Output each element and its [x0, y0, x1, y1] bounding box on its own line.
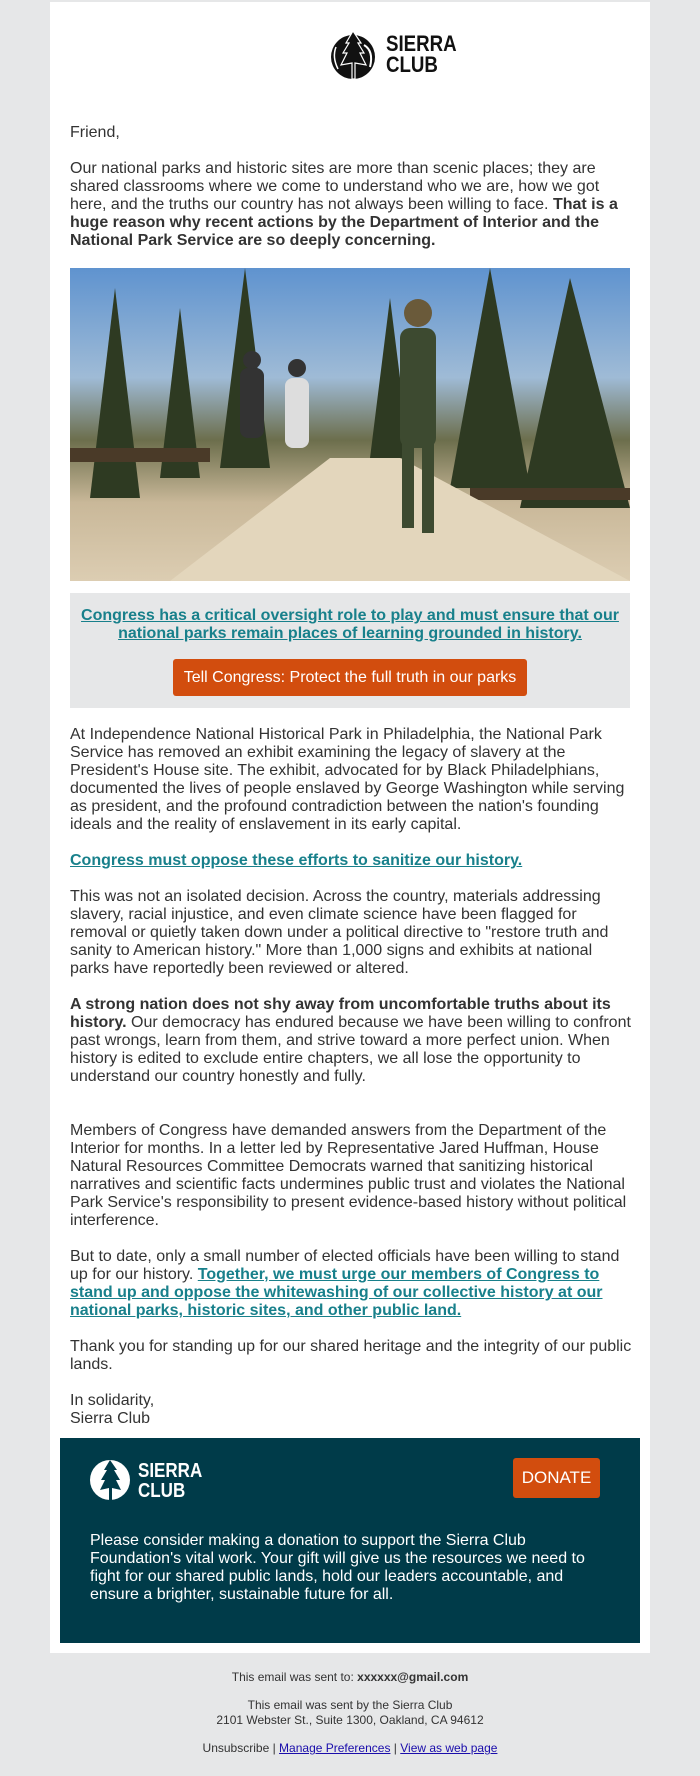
- intro-text: Our national parks and historic sites are more than scenic places; they are shared classrooms where we come to understand who we are, how we got here, and the truths our country has not always been willing to face.: [70, 160, 600, 213]
- strong-nation-paragraph: [70, 996, 632, 1086]
- separator: |: [390, 1741, 401, 1755]
- logo-wordmark: [386, 33, 457, 75]
- footer-links: [0, 1741, 700, 1756]
- oppose-link-paragraph: [70, 852, 632, 870]
- tell-congress-button[interactable]: Tell Congress: Protect the full truth in our parks: [173, 659, 528, 696]
- cta-oversight-link[interactable]: Congress has a critical oversight role to play and must ensure that our national parks remain places of learning grounded in history.: [81, 607, 619, 642]
- sender-address: 2101 Webster St., Suite 1300, Oakland, CA 94612: [216, 1713, 484, 1727]
- intro-bold: That is a huge reason why recent actions by the Department of Interior and the National Park Service are so deeply concerning.: [70, 196, 618, 249]
- thank-you-paragraph: Thank you for standing up for our shared heritage and the integrity of our public lands.: [70, 1338, 632, 1373]
- urge-congress-link[interactable]: Together, we must urge our members of Congress to stand up and oppose the whitewashing of our collective history at our national parks, historic sites, and other public land.: [70, 1266, 603, 1319]
- manage-preferences-link[interactable]: Manage Preferences: [279, 1741, 391, 1755]
- signoff: [70, 1392, 632, 1428]
- greeting: Friend,: [70, 124, 120, 141]
- cta-panel: [70, 593, 630, 708]
- forest-trail-illustration: [70, 268, 630, 581]
- isolated-decision-paragraph: This was not an isolated decision. Across the country, materials addressing slavery, racial injustice, and even climate science have been flagged for removal or quietly taken down under a political directive to "restore truth and sanity to American history." More than 1,000 signs and exhibits at national parks have reportedly been reviewed or altered.: [70, 888, 609, 977]
- sent-to-line: [0, 1670, 700, 1685]
- strong-nation-bold: A strong nation does not shy away from uncomfortable truths about its history.: [70, 996, 611, 1031]
- tree-logo-icon: [326, 27, 380, 81]
- view-web-page-link[interactable]: View as web page: [400, 1741, 498, 1755]
- logo-line-2: CLUB: [386, 52, 438, 77]
- members-congress-paragraph: Members of Congress have demanded answers from the Department of the Interior for months. In a letter led by Representative Jared Huffman, House Natural Resources Committee Democrats warned that sanitizing historical narratives and scientific facts undermines public trust and violates the National Park Service's responsibility to present evidence-based history without political interference.: [70, 1122, 627, 1229]
- sender-info: [0, 1698, 700, 1728]
- to-date-paragraph: [70, 1248, 632, 1320]
- donate-button[interactable]: DONATE: [513, 1458, 600, 1498]
- to-date-text: But to date, only a small number of elected officials have been willing to stand up for our history.: [70, 1248, 620, 1283]
- footer-tree-logo-icon: [88, 1456, 134, 1506]
- strong-nation-text: Our democracy has endured because we have been willing to confront past wrongs, learn from them, and strive toward a more perfect union. When history is edited to exclude entire chapters, we all lose the opportunity to understand our country honestly and fully.: [70, 1014, 631, 1085]
- footer-logo[interactable]: [88, 1456, 214, 1506]
- sierra-club-logo[interactable]: [326, 24, 476, 84]
- donation-message: Please consider making a donation to support the Sierra Club Foundation's vital work. Your gift will give us the resources we need to fight for our shared public lands, hold our leaders accountable, and ensure a brighter, sustainable future for all.: [90, 1532, 585, 1603]
- separator: |: [269, 1741, 280, 1755]
- intro-paragraph: [70, 160, 632, 250]
- oppose-sanitize-link[interactable]: Congress must oppose these efforts to sanitize our history.: [70, 852, 523, 869]
- sent-by-text: This email was sent by the Sierra Club: [247, 1698, 453, 1712]
- hero-photo-hikers[interactable]: [70, 268, 630, 581]
- unsubscribe-link[interactable]: Unsubscribe: [202, 1741, 270, 1755]
- logo-line-1: SIERRA: [386, 31, 457, 56]
- footer-logo-line-2: CLUB: [138, 1480, 186, 1502]
- spacer: [70, 1104, 632, 1122]
- email-body: [70, 124, 632, 1446]
- footer-logo-wordmark: [138, 1461, 202, 1501]
- donation-panel: [60, 1438, 640, 1643]
- footer-logo-line-1: SIERRA: [138, 1460, 203, 1482]
- sent-to-label: This email was sent to:: [231, 1670, 358, 1684]
- recipient-email: xxxxxx@gmail.com: [357, 1670, 469, 1684]
- signoff-text: In solidarity,: [70, 1392, 155, 1409]
- independence-park-paragraph: At Independence National Historical Park in Philadelphia, the National Park Service has removed an exhibit examining the legacy of slavery at the President's House site. The exhibit, advocated for by Black Philadelphians, documented the lives of people enslaved by George Washington while serving as president, and the profound contradiction between the nation's founding ideals and the reality of enslavement in its early capital.: [70, 726, 625, 833]
- signature: Sierra Club: [70, 1410, 151, 1427]
